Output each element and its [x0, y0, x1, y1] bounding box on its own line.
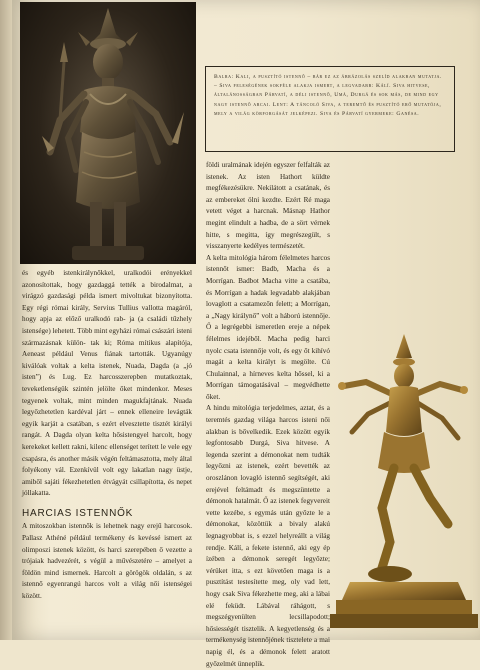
body-paragraph: A kelta mitológia három félelmetes harcos istennőt ismer: Badb, Macha és a Morrígan. Badbot Macha vitte a csatába, és Morrígan a hadak legvadabb alakjában lovaglott a csatamezőn felett; a Morrígan, a „Nagy királynő” volt a háború istennője. Ő a legrégebbi ismeretlen ereje a népek félelmes idejéből. Macha pedig harci nyolc csata istennője volt, és egy őt kihívó magát a kelta királyt is megölte. Cú Chulainnal, a hírneves kelta hőssel, ki a Morrígan támogatásával – megvédhette őket.: [206, 253, 330, 401]
right-text-column: [206, 160, 330, 668]
page-gutter: [0, 0, 12, 640]
watermark-overlay: [330, 614, 480, 640]
body-paragraph: A hindu mitológia terjedelmes, aztat, és a teremtés gazdag világa harcos isteni női alakban is bővelkedik. Ezek között egyik legfontosabb Durgá, Siva hitvese. A legenda szerint a démonokat nem tudták legyőzni az istenek, ezért bevették az oroszlánon lovagló istennő segítségét, aki erejével feltámadt és megszüntette a démonok hatalmát. Ő az istenek fegyvereit vette kezébe, s egymás után győzte le a démonokat, közöttük a bivaly alakú legnagyobbat is, s ezzel helyreállt a világ rendje. Kálí, a fekete istennő, aki egy ép ízében a démonok seregét legyőzte; vérüket itta, s ezt követően maga is a pusztítást testesítette meg, oly vad lett, hogy csak Siva fékezhette meg, aki a lábai elé feküdt. Lábával ráhágott, s megszégyenülten lecsillapodott; hősiességét tisztelik. A kegyetlenség és a termékenység istennőjének tisztelete a mai napig él, és a démonok felett aratott győzelmét ünneplik.: [206, 404, 330, 668]
left-text-column: [22, 268, 192, 640]
section-heading: HARCIAS ISTENNŐK: [22, 507, 134, 519]
statue-illustration: [20, 2, 196, 264]
dancing-statue-illustration: [330, 328, 478, 628]
deity-statue-photo: [20, 2, 196, 264]
body-paragraph: földi uralmának idején egyszer felfalták az istenek. Az isten Hathort küldte megfékezésükre. Nekilátott a csatának, és az embereket ölni kezdte. Ezért Ré maga vetett véget a harcnak. Másnap Hathor megint elindult a hadba, de a sört vérnek hitte, s megitta, így megrészegült, s visszanyerte kedélyes természetét.: [206, 161, 330, 251]
body-paragraph: és egyéb istenkirálynőkkel, uralkodói erényekkel azonosítottak, hogy gazdaggá tették a birodalmat, a virágzó gazdasági példa ismert mivoltukat bizonyította. Egy régi római király, Servius Tullius vallotta magáról, hogy apja az előző uralkodó rab- ja (a családi tűzhely istensége) lehetett. Több mint egyházi római császári isteni származásnak külön- tak ki; Róma mítikus alapítója, Aeneast például Venus fiának tartották. Ugyanúgy kiválóak voltak a kelta istenek, Nuada, Dagda (a „jó isten”) és Lug. Ez harcosszerepben mutatkoztak, teveketlenségük szintén jelölte őket mindenkor. Meses tegyenek voltak, mint minden magukfajtának. Nuada legyőzhetetlen kardéval járt – ennek elleneire levágták egyik karját a csatában, s ezért elvesztette tisztét királyi rangát. A Dagda olyan kelta hősistengyel harcolt, hogy kerekeket kellett rakni, kilenc ellenséget terített le vele egy csapásra, és another másik végén feltámasztotta, mely által folyékony vál. Ezenkívül volt egy lakatlan nagy üstje, amiből sajáti fékezhetetlen étvágyát csillapította, és nepet jóllakatta.: [22, 269, 192, 498]
dancing-deity-photo: [330, 328, 478, 628]
body-paragraph: A mitoszokban istennők is lehetnek nagy erejű harcosok. Pallasz Athéné például termékeny és kevéssé ismert az olimposzi istenek között, és harci szerepében ő vezette a trójaiak hadvezérét, s végül a művészetére – amelyet a földön mind ismernek. Harcolt a görögök oldalán, s az istennő egyenrangú harcos volt a világ női istenségei között.: [22, 522, 192, 601]
image-caption: Balra: Kali, a pusztító istennő – bár ez az ábrázolás szelíd alakban mutatja. – Siva feleségének sokféle alakja ismert, a legvadabb: Kálí. Siva hitvese, általánosságban Párvatí, a déli istennő, Umá, Durgá és sok más, de mind egy nagy istennő arcai. Lent: A táncoló Siva, a teremtő és pusztító erő mutatója, mely a világ körforgását jelképezi. Siva és Párvatí gyermeke: Ganésa.: [205, 66, 455, 152]
